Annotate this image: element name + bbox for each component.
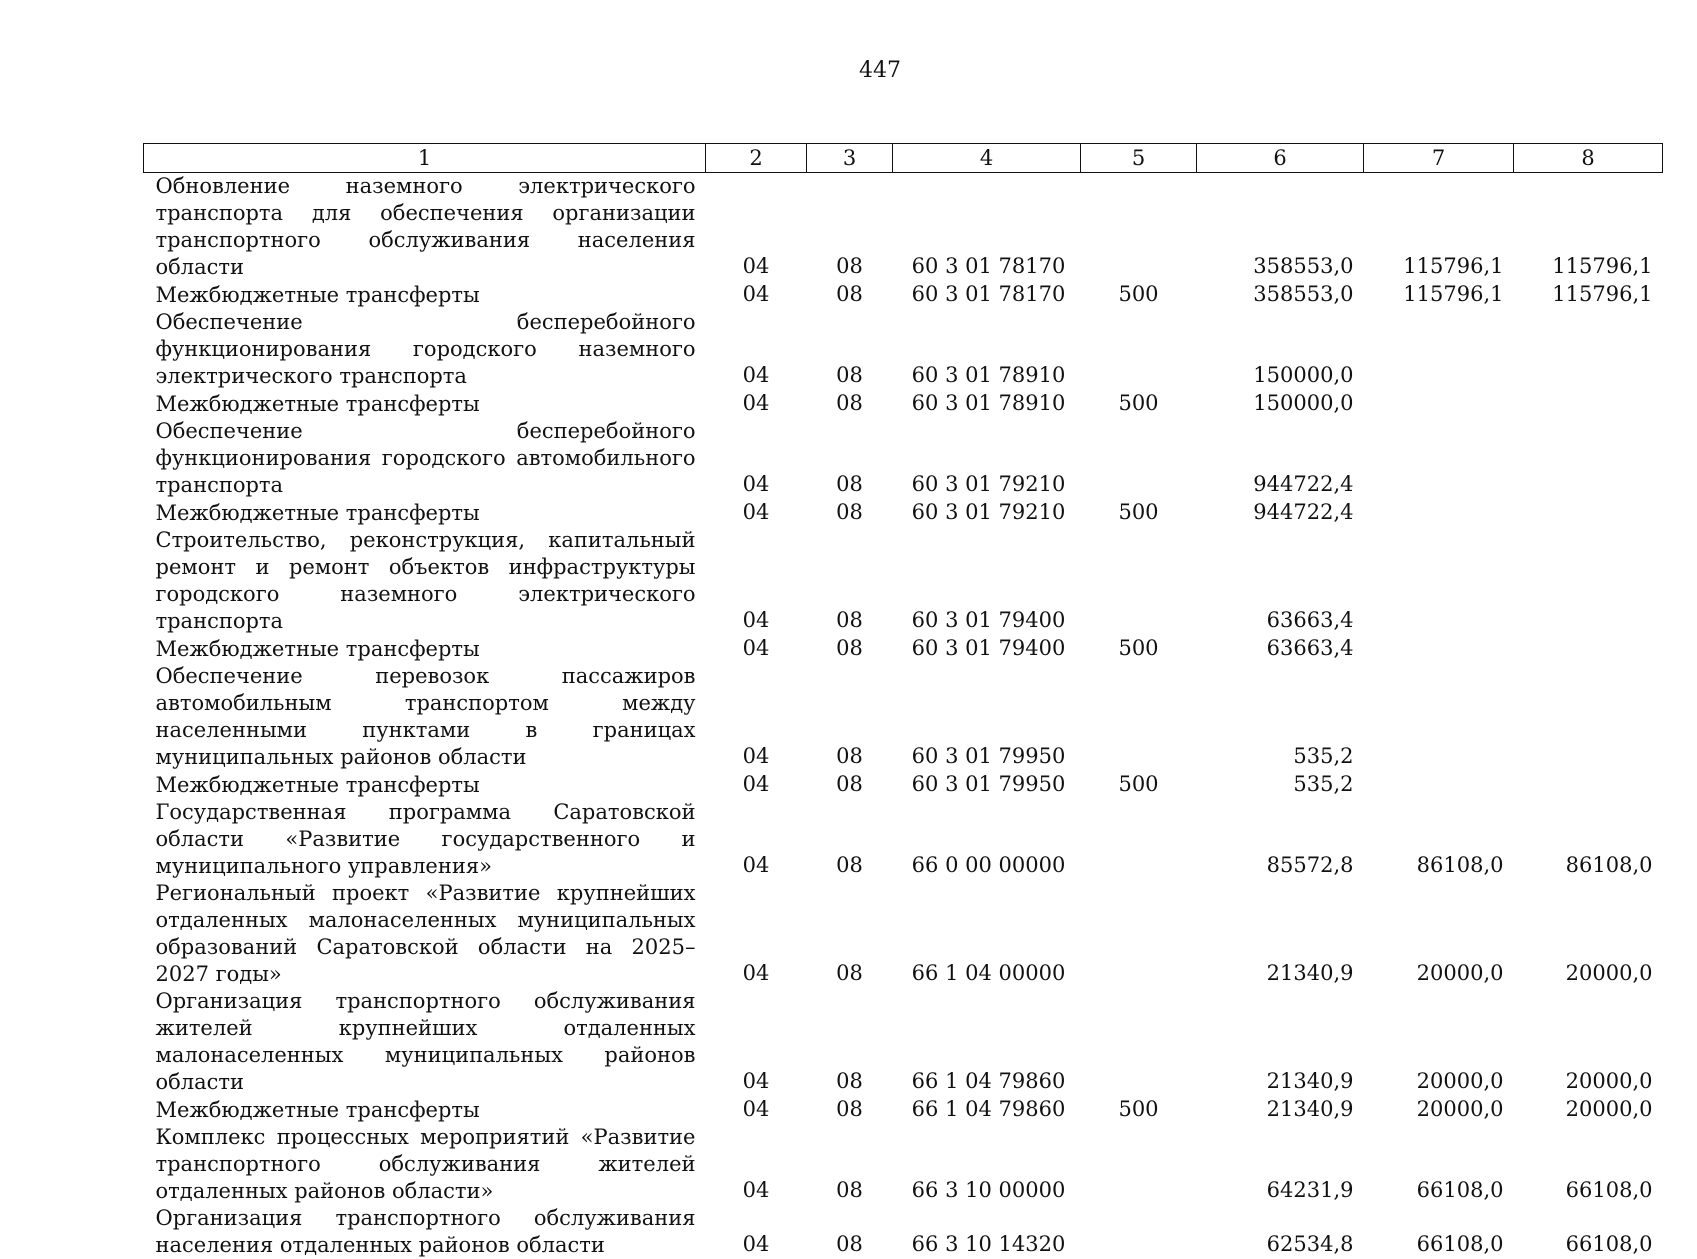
amount-year-3-cell [1514, 635, 1663, 663]
amount-year-2-cell [1364, 309, 1514, 390]
section-code-cell: 04 [706, 1124, 807, 1205]
expense-type-cell [1081, 663, 1197, 771]
target-article-cell: 66 1 04 00000 [893, 880, 1081, 988]
subsection-code-cell: 08 [807, 309, 893, 390]
expense-type-cell [1081, 1205, 1197, 1259]
target-article-cell: 66 1 04 79860 [893, 1096, 1081, 1124]
expense-type-cell: 500 [1081, 1096, 1197, 1124]
table-row [144, 635, 1663, 663]
expense-type-cell: 500 [1081, 635, 1197, 663]
subsection-code-cell: 08 [807, 635, 893, 663]
table-row [144, 499, 1663, 527]
amount-year-1-cell: 63663,4 [1197, 635, 1364, 663]
amount-year-2-cell: 20000,0 [1364, 988, 1514, 1096]
target-article-cell: 60 3 01 78170 [893, 281, 1081, 309]
target-article-cell: 66 1 04 79860 [893, 988, 1081, 1096]
expense-type-cell: 500 [1081, 390, 1197, 418]
amount-year-2-cell [1364, 390, 1514, 418]
target-article-cell: 60 3 01 79210 [893, 418, 1081, 499]
amount-year-2-cell: 20000,0 [1364, 880, 1514, 988]
section-code-cell: 04 [706, 281, 807, 309]
column-header-7: 7 [1364, 144, 1514, 173]
column-header-2: 2 [706, 144, 807, 173]
amount-year-3-cell [1514, 309, 1663, 390]
amount-year-1-cell: 21340,9 [1197, 988, 1364, 1096]
table-row [144, 173, 1663, 282]
table-row [144, 988, 1663, 1096]
subsection-code-cell: 08 [807, 281, 893, 309]
table-row [144, 663, 1663, 771]
row-name-cell: Организация транспортного обслуживания населения отдаленных районов области [144, 1205, 706, 1259]
expense-type-cell: 500 [1081, 499, 1197, 527]
row-name-cell: Обеспечение бесперебойного функционирования городского наземного электрического транспорта [144, 309, 706, 390]
budget-table [143, 143, 1663, 1259]
section-code-cell: 04 [706, 1205, 807, 1259]
amount-year-3-cell: 86108,0 [1514, 799, 1663, 880]
amount-year-2-cell [1364, 499, 1514, 527]
target-article-cell: 60 3 01 79400 [893, 527, 1081, 635]
row-name-cell: Комплекс процессных мероприятий «Развитие транспортного обслуживания жителей отдаленных районов области» [144, 1124, 706, 1205]
section-code-cell: 04 [706, 771, 807, 799]
amount-year-1-cell: 63663,4 [1197, 527, 1364, 635]
amount-year-3-cell: 20000,0 [1514, 988, 1663, 1096]
section-code-cell: 04 [706, 499, 807, 527]
amount-year-2-cell: 115796,1 [1364, 173, 1514, 282]
amount-year-2-cell [1364, 635, 1514, 663]
section-code-cell: 04 [706, 309, 807, 390]
expense-type-cell [1081, 799, 1197, 880]
target-article-cell: 66 3 10 00000 [893, 1124, 1081, 1205]
subsection-code-cell: 08 [807, 771, 893, 799]
subsection-code-cell: 08 [807, 173, 893, 282]
amount-year-1-cell: 944722,4 [1197, 499, 1364, 527]
amount-year-1-cell: 21340,9 [1197, 1096, 1364, 1124]
amount-year-1-cell: 535,2 [1197, 663, 1364, 771]
column-header-4: 4 [893, 144, 1081, 173]
row-name-cell: Межбюджетные трансферты [144, 499, 706, 527]
row-name-cell: Обновление наземного электрического транспорта для обеспечения организации транспортного обслуживания населения области [144, 173, 706, 282]
expense-type-cell [1081, 880, 1197, 988]
table-row [144, 799, 1663, 880]
amount-year-1-cell: 62534,8 [1197, 1205, 1364, 1259]
row-name-cell: Межбюджетные трансферты [144, 1096, 706, 1124]
section-code-cell: 04 [706, 390, 807, 418]
subsection-code-cell: 08 [807, 1124, 893, 1205]
expense-type-cell: 500 [1081, 281, 1197, 309]
subsection-code-cell: 08 [807, 880, 893, 988]
column-header-5: 5 [1081, 144, 1197, 173]
section-code-cell: 04 [706, 988, 807, 1096]
expense-type-cell: 500 [1081, 771, 1197, 799]
table-row [144, 527, 1663, 635]
section-code-cell: 04 [706, 880, 807, 988]
subsection-code-cell: 08 [807, 390, 893, 418]
table-body [144, 173, 1663, 1259]
amount-year-3-cell [1514, 663, 1663, 771]
column-header-1: 1 [144, 144, 706, 173]
amount-year-3-cell: 66108,0 [1514, 1205, 1663, 1259]
subsection-code-cell: 08 [807, 418, 893, 499]
row-name-cell: Обеспечение бесперебойного функционирования городского автомобильного транспорта [144, 418, 706, 499]
row-name-cell: Межбюджетные трансферты [144, 281, 706, 309]
column-header-3: 3 [807, 144, 893, 173]
row-name-cell: Региональный проект «Развитие крупнейших отдаленных малонаселенных муниципальных образований Саратовской области на 2025–2027 годы» [144, 880, 706, 988]
amount-year-3-cell [1514, 771, 1663, 799]
subsection-code-cell: 08 [807, 499, 893, 527]
section-code-cell: 04 [706, 418, 807, 499]
row-name-cell: Межбюджетные трансферты [144, 390, 706, 418]
expense-type-cell [1081, 988, 1197, 1096]
row-name-cell: Строительство, реконструкция, капитальный ремонт и ремонт объектов инфраструктуры городского наземного электрического транспорта [144, 527, 706, 635]
amount-year-1-cell: 64231,9 [1197, 1124, 1364, 1205]
target-article-cell: 66 0 00 00000 [893, 799, 1081, 880]
amount-year-2-cell: 86108,0 [1364, 799, 1514, 880]
subsection-code-cell: 08 [807, 1205, 893, 1259]
amount-year-2-cell [1364, 663, 1514, 771]
column-header-8: 8 [1514, 144, 1663, 173]
target-article-cell: 60 3 01 79210 [893, 499, 1081, 527]
section-code-cell: 04 [706, 799, 807, 880]
section-code-cell: 04 [706, 527, 807, 635]
row-name-cell: Обеспечение перевозок пассажиров автомобильным транспортом между населенными пунктами в границах муниципальных районов области [144, 663, 706, 771]
amount-year-3-cell: 20000,0 [1514, 1096, 1663, 1124]
page-number: 447 [0, 58, 1697, 83]
target-article-cell: 60 3 01 79950 [893, 771, 1081, 799]
expense-type-cell [1081, 309, 1197, 390]
amount-year-3-cell: 115796,1 [1514, 173, 1663, 282]
amount-year-2-cell: 66108,0 [1364, 1205, 1514, 1259]
table-row [144, 1205, 1663, 1259]
expense-type-cell [1081, 418, 1197, 499]
target-article-cell: 60 3 01 78910 [893, 309, 1081, 390]
amount-year-3-cell [1514, 499, 1663, 527]
amount-year-1-cell: 358553,0 [1197, 281, 1364, 309]
table-row [144, 1096, 1663, 1124]
row-name-cell: Организация транспортного обслуживания жителей крупнейших отдаленных малонаселенных муниципальных районов области [144, 988, 706, 1096]
amount-year-3-cell [1514, 418, 1663, 499]
table-header-row [144, 144, 1663, 173]
table-row [144, 390, 1663, 418]
target-article-cell: 60 3 01 79950 [893, 663, 1081, 771]
table-row [144, 309, 1663, 390]
table-row [144, 281, 1663, 309]
subsection-code-cell: 08 [807, 799, 893, 880]
subsection-code-cell: 08 [807, 988, 893, 1096]
table-row [144, 771, 1663, 799]
section-code-cell: 04 [706, 663, 807, 771]
amount-year-1-cell: 535,2 [1197, 771, 1364, 799]
row-name-cell: Государственная программа Саратовской области «Развитие государственного и муниципального управления» [144, 799, 706, 880]
subsection-code-cell: 08 [807, 527, 893, 635]
table-row [144, 1124, 1663, 1205]
amount-year-3-cell: 20000,0 [1514, 880, 1663, 988]
expense-type-cell [1081, 173, 1197, 282]
target-article-cell: 60 3 01 79400 [893, 635, 1081, 663]
section-code-cell: 04 [706, 1096, 807, 1124]
target-article-cell: 66 3 10 14320 [893, 1205, 1081, 1259]
amount-year-1-cell: 358553,0 [1197, 173, 1364, 282]
expense-type-cell [1081, 1124, 1197, 1205]
row-name-cell: Межбюджетные трансферты [144, 635, 706, 663]
amount-year-1-cell: 150000,0 [1197, 309, 1364, 390]
section-code-cell: 04 [706, 635, 807, 663]
amount-year-3-cell [1514, 390, 1663, 418]
target-article-cell: 60 3 01 78170 [893, 173, 1081, 282]
subsection-code-cell: 08 [807, 663, 893, 771]
amount-year-3-cell: 66108,0 [1514, 1124, 1663, 1205]
table-row [144, 880, 1663, 988]
amount-year-1-cell: 150000,0 [1197, 390, 1364, 418]
amount-year-1-cell: 85572,8 [1197, 799, 1364, 880]
expense-type-cell [1081, 527, 1197, 635]
amount-year-2-cell: 20000,0 [1364, 1096, 1514, 1124]
amount-year-2-cell: 115796,1 [1364, 281, 1514, 309]
amount-year-1-cell: 944722,4 [1197, 418, 1364, 499]
column-header-6: 6 [1197, 144, 1364, 173]
amount-year-3-cell: 115796,1 [1514, 281, 1663, 309]
amount-year-2-cell [1364, 771, 1514, 799]
subsection-code-cell: 08 [807, 1096, 893, 1124]
target-article-cell: 60 3 01 78910 [893, 390, 1081, 418]
amount-year-1-cell: 21340,9 [1197, 880, 1364, 988]
amount-year-3-cell [1514, 527, 1663, 635]
row-name-cell: Межбюджетные трансферты [144, 771, 706, 799]
amount-year-2-cell [1364, 418, 1514, 499]
section-code-cell: 04 [706, 173, 807, 282]
amount-year-2-cell: 66108,0 [1364, 1124, 1514, 1205]
table-row [144, 418, 1663, 499]
amount-year-2-cell [1364, 527, 1514, 635]
